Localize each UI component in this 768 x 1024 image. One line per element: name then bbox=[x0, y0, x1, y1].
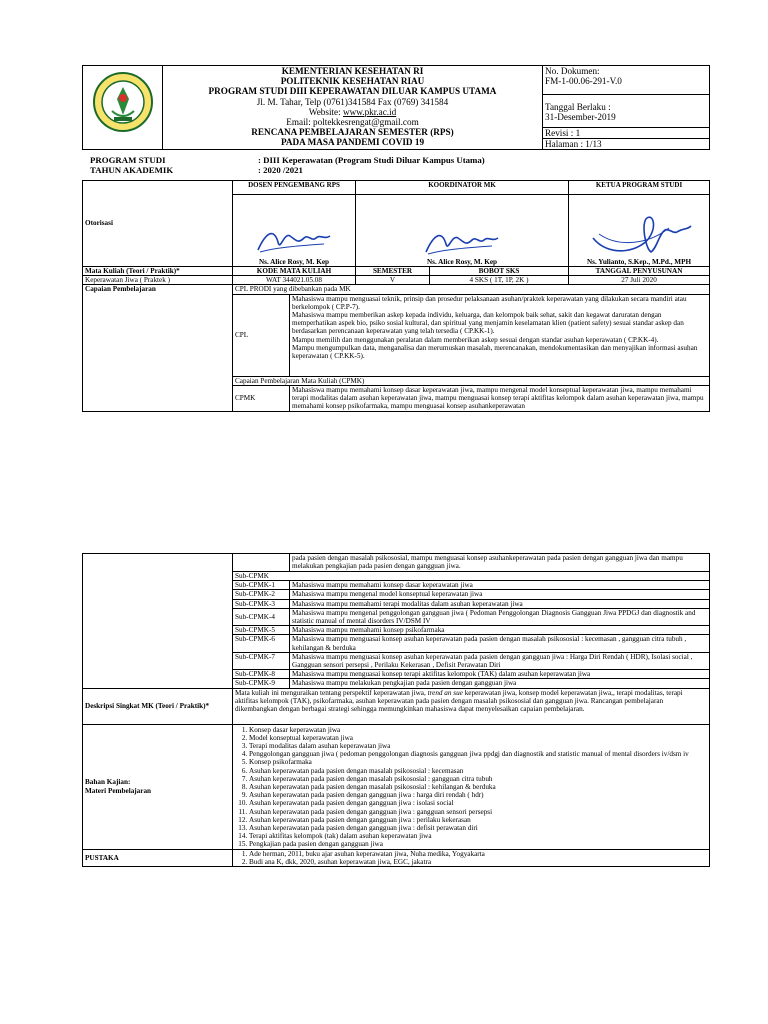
doc-number-cell bbox=[543, 66, 710, 95]
list-item: 1. Ade herman, 2011, buku ajar asuhan keperawatan jiwa, Nuha medika, Yogyakarta bbox=[249, 850, 707, 858]
cpl-item: Mampu mengumpulkan data, menganalisa dan merumuskan masalah, merencanakan, mendokumentasikan dan menyajikan informasi asuhan keperawatan ( CP.KK-5). bbox=[292, 343, 698, 361]
materials-label-1: Bahan Kajian: bbox=[85, 778, 131, 787]
references-label: PUSTAKA bbox=[83, 849, 233, 866]
list-item: 13. Asuhan keperawatan pada pasien dengan gangguan jiwa : defisit perawatan diri bbox=[249, 824, 707, 832]
continued-label-cell bbox=[83, 554, 233, 689]
effective-date-cell bbox=[543, 94, 710, 127]
academic-year-value: : 2020 /2021 bbox=[258, 165, 303, 175]
list-item: 12. Asuhan keperawatan pada pasien dengan gangguan jiwa : perilaku kekerasan bbox=[249, 816, 707, 824]
subcpmk-code: Sub-CPMK-6 bbox=[233, 635, 290, 652]
description-italic: trend an sue bbox=[427, 688, 463, 697]
description-part-b: keperawatan jiwa, konsep model keperawatan jiwa,, terapi modalitas, terapi aktifitas kelompok (TAK), psikofarmaka, asuhan keperawatan pada pasien dengan masalah psikososial dan gangguan jiwa. Rancangan pembelajaran dikembangkan dengan berbagai strategi sehingga memungkinkan mahasiswa dapat menyelesaikan capaian pembelajaran. bbox=[235, 688, 683, 714]
program-value: : DIII Keperawatan (Program Studi Diluar Kampus Utama) bbox=[258, 156, 485, 165]
page-number-cell: Halaman : 1/13 bbox=[543, 138, 710, 149]
list-item: 14. Terapi aktifitas kelompok (tak) dalam asuhan keperawatan jiwa bbox=[249, 832, 707, 840]
doc-number-value: FM-1-00.06-291-V.0 bbox=[545, 76, 622, 87]
description-text bbox=[233, 688, 710, 724]
subcpmk-code: Sub-CPMK-2 bbox=[233, 590, 290, 599]
head-name: Ns. Yulianto, S.Kep., M.Pd., MPH bbox=[586, 257, 692, 266]
subcpmk-text: Mahasiswa mampu memahami konsep dasar keperawatan jiwa bbox=[290, 581, 710, 590]
subcpmk-code: Sub-CPMK-8 bbox=[233, 670, 290, 679]
list-item: 15. Pengkajian pada pasien dengan gangguan jiwa bbox=[249, 840, 707, 848]
list-item: 9. Asuhan keperawatan pada pasien dengan gangguan jiwa : harga diri rendah ( hdr) bbox=[249, 791, 707, 799]
cpmk-cont-code bbox=[233, 554, 290, 572]
head-of-program-header: KETUA PROGRAM STUDI bbox=[569, 181, 710, 195]
rps-table-part1 bbox=[82, 180, 710, 412]
logo-cell bbox=[83, 66, 163, 150]
coordinator-signature bbox=[422, 222, 502, 258]
list-item: 8. Asuhan keperawatan pada pasien dengan masalah psikososial : kehilangan & berduka bbox=[249, 783, 707, 791]
effective-date-value: 31-Desember-2019 bbox=[545, 112, 616, 123]
compiled-date-header: TANGGAL PENYUSUNAN bbox=[569, 267, 710, 276]
subcpmk-code: Sub-CPMK-3 bbox=[233, 599, 290, 608]
cpl-item: Mampu memilih dan menggunakan peralatan dalam memberikan askep sesuai dengan standar asuhan keperawatan ( CP.KK-4). bbox=[292, 335, 659, 344]
poltekkes-logo bbox=[92, 71, 154, 133]
course-name: Keperawatan Jiwa ( Praktek ) bbox=[83, 276, 233, 285]
subcpmk-text: Mahasiswa mampu mengenal penggolongan gangguan jiwa ( Pedoman Penggolongan Diagnosis Gangguan Jiwa PPDGJ dan diagnostik and statistic manual of mental disorders IV/DSM IV bbox=[290, 608, 710, 625]
subcpmk-code: Sub-CPMK-9 bbox=[233, 679, 290, 688]
polytechnic-title: POLITEKNIK KESEHATAN RIAU bbox=[280, 76, 425, 87]
cpl-item: Mahasiswa mampu menguasai teknik, prinsip dan prosedur pelaksanaan asuhan/praktek keperawatan yang dilakukan secara mandiri atau berkelompok ( CP.P-7). bbox=[292, 294, 687, 311]
materials-label-cell bbox=[83, 724, 233, 849]
doc-title-cell bbox=[163, 127, 543, 149]
email-text: Email: poltekkesrengat@gmail.com bbox=[286, 117, 419, 128]
credits-header: BOBOT SKS bbox=[430, 267, 569, 276]
references-cell bbox=[233, 849, 710, 866]
course-label: Mata Kuliah (Teori / Praktik)* bbox=[83, 267, 233, 276]
document-header bbox=[82, 65, 710, 150]
subcpmk-text: Mahasiswa mampu menguasai konsep asuhan keperawatan pada pasien dengan masalah psikososial : kecemasan , gangguan citra tubuh , kehilangan & berduka bbox=[290, 635, 710, 652]
subcpmk-header: Sub-CPMK bbox=[233, 572, 710, 581]
materials-label-2: Materi Pembelajaran bbox=[85, 786, 152, 795]
materials-list-cell bbox=[233, 724, 710, 849]
list-item: 10. Asuhan keperawatan pada pasien dengan gangguan jiwa : isolasi social bbox=[249, 799, 707, 807]
coordinator-signature-cell bbox=[356, 195, 569, 267]
references-list bbox=[235, 850, 707, 866]
doc-title-2: PADA MASA PANDEMI COVID 19 bbox=[280, 137, 425, 148]
doc-number-label: No. Dokumen: bbox=[545, 66, 600, 76]
developer-signature-cell bbox=[233, 195, 356, 267]
subcpmk-text: Mahasiswa mampu melakukan pengkajian pada pasien dengan gangguan jiwa bbox=[290, 679, 710, 688]
authorization-label: Otorisasi bbox=[83, 181, 233, 267]
subcpmk-text: Mahasiswa mampu menguasai konsep asuhan keperawatan pada pasien dengan gangguan jiwa : Harga Diri Rendah ( HDR), Isolasi social , Gangguan sensori persepsi , Perilaku Kekerasan , Defisit Perawatan Diri bbox=[290, 652, 710, 669]
list-item: 6. Asuhan keperawatan pada pasien dengan masalah psikososial : kecemasan bbox=[249, 767, 707, 775]
semester-header: SEMESTER bbox=[356, 267, 430, 276]
subcpmk-code: Sub-CPMK-1 bbox=[233, 581, 290, 590]
cpmk-text: Mahasiswa mampu memahami konsep dasar keperawatan jiwa, mampu mengenal model konseptual keperawatan jiwa, mampu memahami terapi modalitas dalam asuhan keperawatan jiwa, mampu menguasai konsep terapi aktifitas kelompok dalam asuhan keperawatan jiwa, mampu memahami konsep psikofarmaka, mampu menguasai konsep asuhankeperawatan bbox=[290, 385, 710, 411]
website-link[interactable]: www.pkr.ac.id bbox=[342, 106, 397, 117]
cpl-text bbox=[290, 294, 710, 376]
list-item: 4. Penggolongan gangguan jiwa ( pedoman penggolongan diagnosis gangguan jiwa ppdgj dan diagnostik and statistic manual of mental disorders iv/dsm iv bbox=[249, 750, 707, 758]
materials-list bbox=[235, 726, 707, 849]
developer-signature bbox=[254, 222, 334, 258]
program-label: PROGRAM STUDI bbox=[90, 156, 166, 165]
institution-block bbox=[163, 66, 543, 128]
list-item: 3. Terapi modalitas dalam asuhan keperawatan jiwa bbox=[249, 742, 707, 750]
coordinator-name: Ns. Alice Rosy, M. Kep bbox=[426, 257, 498, 266]
list-item: 1. Konsep dasar keperawatan jiwa bbox=[249, 726, 707, 734]
head-signature bbox=[579, 208, 699, 258]
subcpmk-code: Sub-CPMK-7 bbox=[233, 652, 290, 669]
description-part-a: Mata kuliah ini menguraikan tentang perspektif keperawatan jiwa, bbox=[235, 688, 428, 697]
cpl-header: CPL PRODI yang dibebankan pada MK bbox=[233, 285, 710, 294]
list-item: 7. Asuhan keperawatan pada pasien dengan masalah psikososial : gangguan citra tubuh bbox=[249, 775, 707, 783]
subcpmk-text: Mahasiswa mampu memahami konsep psikofarmaka bbox=[290, 626, 710, 635]
learning-outcomes-label: Capaian Pembelajaran bbox=[83, 285, 233, 411]
subcpmk-text: Mahasiswa mampu memahami terapi modalitas dalam asuhan keperawatan jiwa bbox=[290, 599, 710, 608]
revision-cell: Revisi : 1 bbox=[543, 127, 710, 138]
cpl-label: CPL bbox=[233, 294, 290, 376]
program-title: PROGRAM STUDI DIII KEPERAWATAN DILUAR KAMPUS UTAMA bbox=[208, 86, 497, 97]
list-item: 11. Asuhan keperawatan pada pasien dengan gangguan jiwa : gangguan sensori persepsi bbox=[249, 808, 707, 816]
ministry-title: KEMENTERIAN KESEHATAN RI bbox=[281, 66, 424, 76]
website-label: Website: bbox=[308, 106, 343, 117]
website-line bbox=[165, 107, 540, 117]
cpl-item: Mahasiswa mampu memberikan askep kepada individu, keluarga, dan kelompok baik sehat, sakit dan kegawat daruratan dengan memperhatikan aspek bio, psiko sosial kultural, dan spiritual yang menjamin keselamatan klien (patient safety) sesuai standar askep dan berdasarkan perencanaan keperawatan yang telah tersedia ( CP.KK-1). bbox=[292, 311, 684, 336]
compiled-date-value: 27 Juli 2020 bbox=[569, 276, 710, 285]
effective-date-label: Tanggal Berlaku : bbox=[545, 101, 611, 112]
description-label: Deskripsi Singkat MK (Teori / Praktik)* bbox=[83, 688, 233, 724]
coordinator-header: KOORDINATOR MK bbox=[356, 181, 569, 195]
list-item: 2. Budi ana K, dkk, 2020, asuhan keperawatan jiwa, EGC, jakatra bbox=[249, 858, 707, 866]
list-item: 5. Konsep psikofarmaka bbox=[249, 758, 707, 766]
program-info bbox=[90, 156, 610, 176]
course-code: WAT 344021.05.08 bbox=[233, 276, 356, 285]
doc-title-1: RENCANA PEMBELAJARAN SEMESTER (RPS) bbox=[251, 127, 454, 138]
subcpmk-text: Mahasiswa mampu mengenal model konseptual keperawatan jiwa bbox=[290, 590, 710, 599]
academic-year-label: TAHUN AKADEMIK bbox=[90, 165, 174, 175]
cpmk-header: Capaian Pembelajaran Mata Kuliah (CPMK) bbox=[233, 376, 710, 385]
address-text: Jl. M. Tahar, Telp (0761)341584 Fax (0769) 341584 bbox=[256, 96, 449, 107]
subcpmk-code: Sub-CPMK-5 bbox=[233, 626, 290, 635]
cpmk-continued-text: pada pasien dengan masalah psikososial, mampu menguasai konsep asuhankeperawatan pada pasien dengan gangguan jiwa dan mampu melakukan pengkajian pada pasien dengan gangguan jiwa. bbox=[290, 554, 710, 572]
course-code-header: KODE MATA KULIAH bbox=[233, 267, 356, 276]
head-signature-cell bbox=[569, 195, 710, 267]
list-item: 2. Model konseptual keperawatan jiwa bbox=[249, 734, 707, 742]
subcpmk-text: Mahasiswa mampu menguasai konsep terapi aktifitas kelompok (TAK) dalam asuhan keperawatan jiwa bbox=[290, 670, 710, 679]
rps-table-part2 bbox=[82, 553, 710, 867]
cpmk-label: CPMK bbox=[233, 385, 290, 411]
developer-header: DOSEN PENGEMBANG RPS bbox=[233, 181, 356, 195]
semester-value: V bbox=[356, 276, 430, 285]
subcpmk-code: Sub-CPMK-4 bbox=[233, 608, 290, 625]
credits-value: 4 SKS ( 1T, 1P, 2K ) bbox=[430, 276, 569, 285]
developer-name: Ns. Alice Rosy, M. Kep bbox=[258, 257, 330, 266]
